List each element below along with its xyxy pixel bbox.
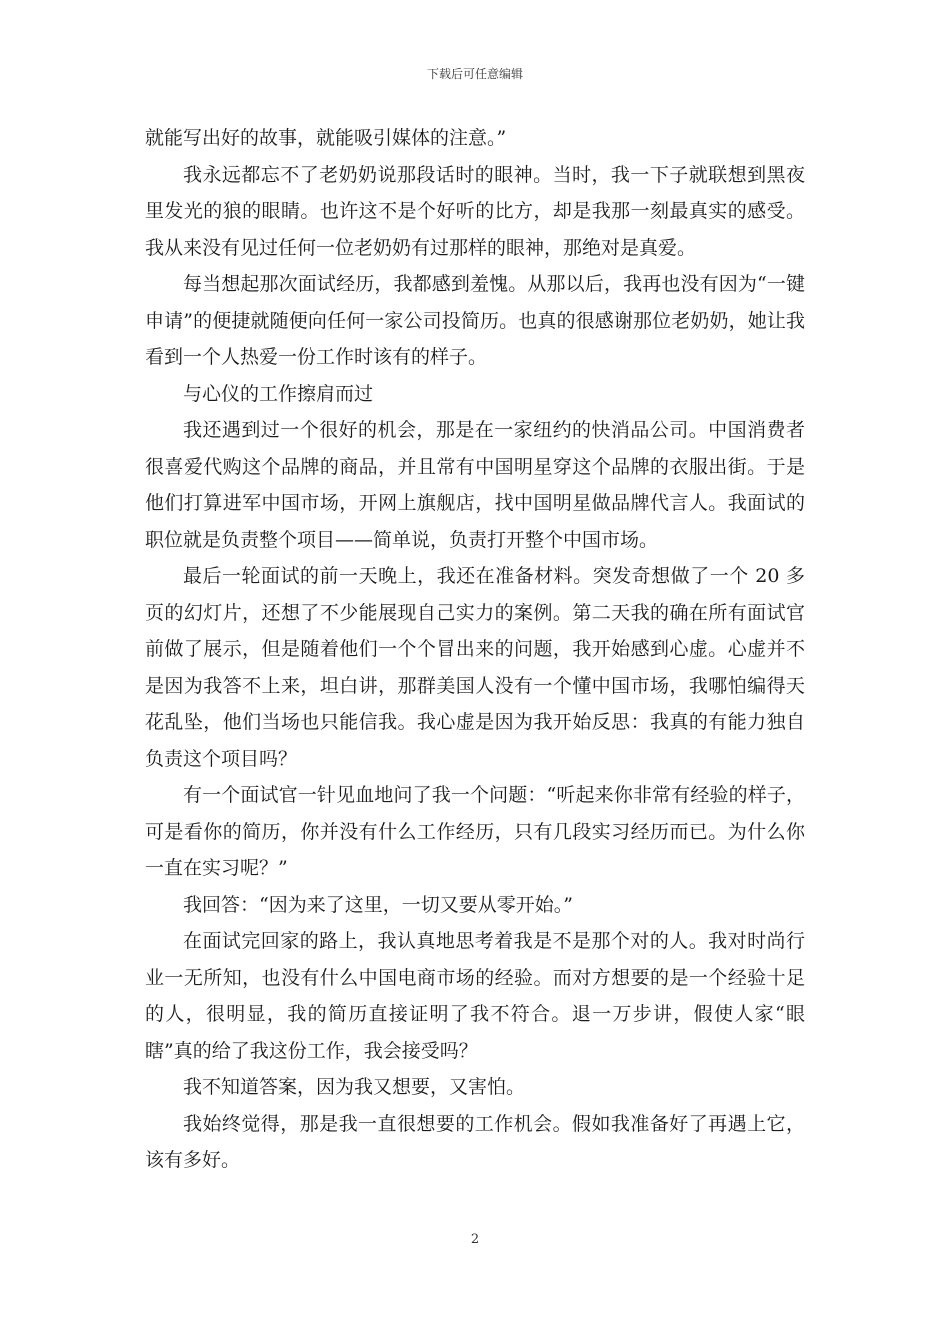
body-text [145, 120, 805, 1179]
paragraph-8: 在面试完回家的路上，我认真地思考着我是不是那个对的人。我对时尚行业一无所知，也没有什么中国电商市场的经验。而对方想要的是一个经验十足的人，很明显，我的简历直接证明了我不符合。退一万步讲，假使人家“眼瞎”真的给了我这份工作，我会接受吗？ [145, 930, 805, 1062]
paragraph-2: 我永远都忘不了老奶奶说那段话时的眼神。当时，我一下子就联想到黑夜里发光的狼的眼睛。也许这不是个好听的比方，却是我那一刻最真实的感受。我从来没有见过任何一位老奶奶有过那样的眼神，那绝对是真爱。 [145, 163, 805, 259]
paragraph-10: 我始终觉得，那是我一直很想要的工作机会。假如我准备好了再遇上它，该有多好。 [145, 1112, 805, 1171]
paragraph-7: 我回答：“因为来了这里，一切又要从零开始。” [183, 893, 573, 916]
paragraph-4: 我还遇到过一个很好的机会，那是在一家纽约的快消品公司。中国消费者很喜爱代购这个品牌的商品，并且常有中国明星穿这个品牌的衣服出街。于是他们打算进军中国市场，开网上旗舰店，找中国明星做品牌代言人。我面试的职位就是负责整个项目——简单说，负责打开整个中国市场。 [145, 419, 805, 551]
page-header: 下载后可任意编辑 [426, 67, 523, 81]
paragraph-6: 有一个面试官一针见血地问了我一个问题：“听起来你非常有经验的样子，可是看你的简历，你并没有什么工作经历，只有几段实习经历而已。为什么你一直在实习呢？” [145, 784, 805, 879]
paragraph-9: 我不知道答案，因为我又想要，又害怕。 [183, 1076, 526, 1098]
section-heading: 与心仪的工作擦肩而过 [183, 382, 374, 405]
paragraph-3: 每当想起那次面试经历，我都感到羞愧。从那以后，我再也没有因为“一键申请”的便捷就随便向任何一家公司投简历。也真的很感谢那位老奶奶，她让我看到一个人热爱一份工作时该有的样子。 [145, 273, 805, 368]
paragraph-1: 就能写出好的故事，就能吸引媒体的注意。” [145, 127, 507, 149]
page-number: 2 [470, 1232, 480, 1247]
paragraph-5: 最后一轮面试的前一天晚上，我还在准备材料。突发奇想做了一个 20 多页的幻灯片，还想了不少能展现自己实力的案例。第二天我的确在所有面试官前做了展示，但是随着他们一个个冒出来的问题，我开始感到心虚。心虚并不是因为我答不上来，坦白讲，那群美国人没有一个懂中国市场，我哪怕编得天花乱坠，他们当场也只能信我。我心虚是因为我开始反思：我真的有能力独自负责这个项目吗？ [145, 565, 805, 770]
